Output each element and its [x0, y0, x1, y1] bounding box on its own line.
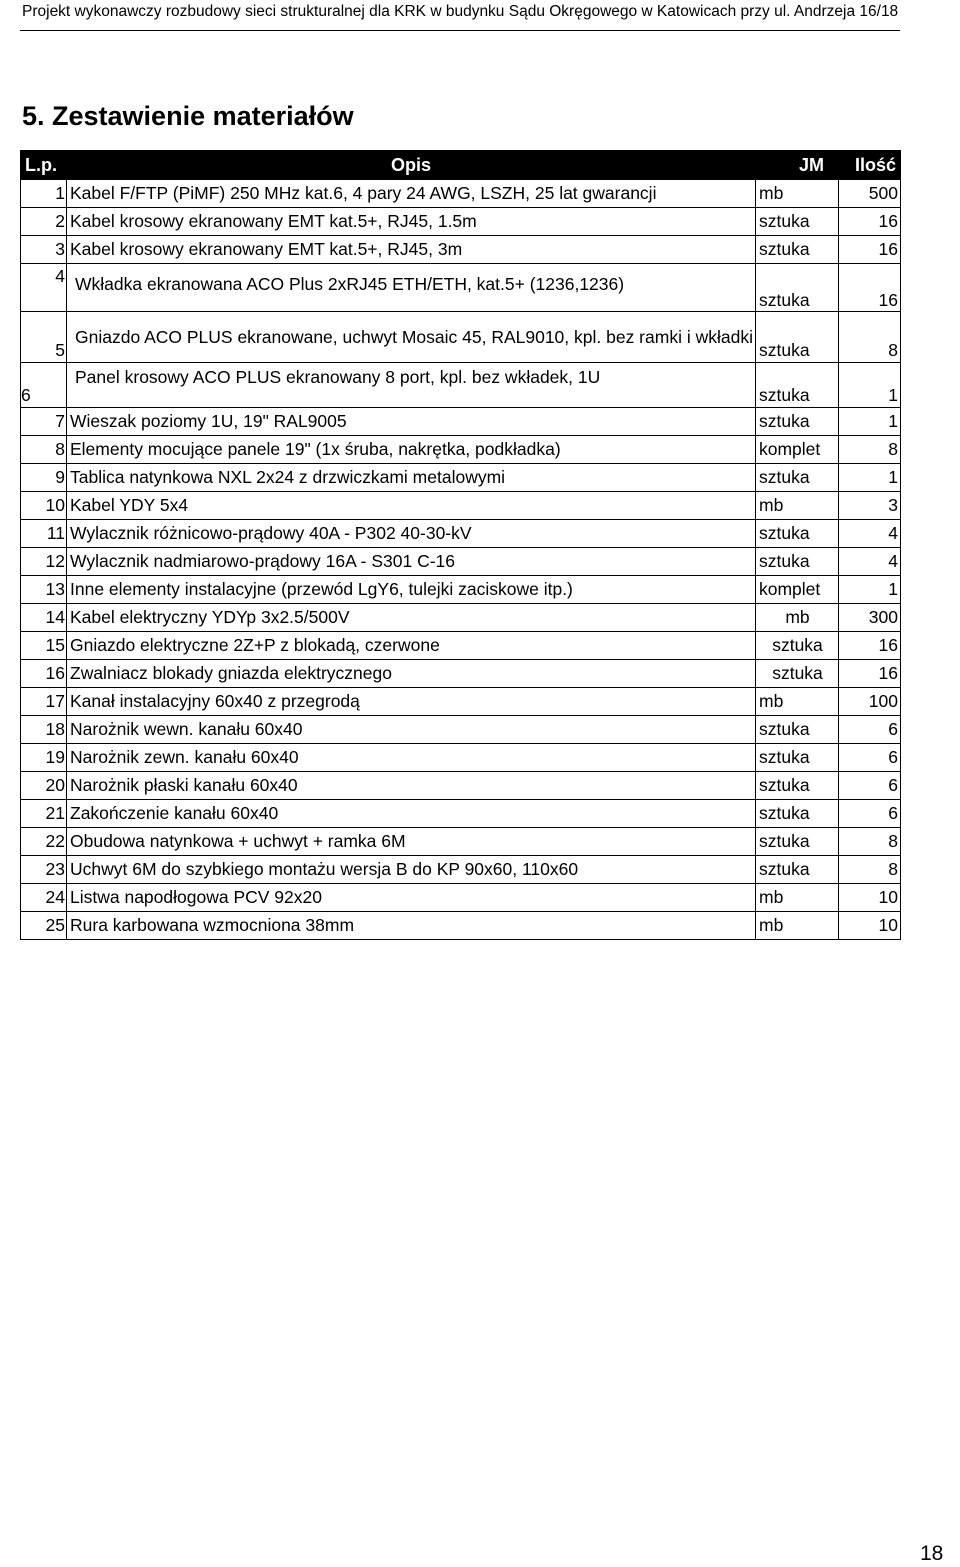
cell-lp: 17 [21, 688, 67, 716]
cell-jm: sztuka [756, 208, 839, 236]
cell-lp: 25 [21, 912, 67, 940]
cell-ilosc: 6 [839, 716, 901, 744]
cell-ilosc: 16 [839, 208, 901, 236]
cell-jm: sztuka [756, 800, 839, 828]
cell-lp: 19 [21, 744, 67, 772]
cell-lp: 24 [21, 884, 67, 912]
cell-lp: 18 [21, 716, 67, 744]
cell-ilosc: 16 [839, 632, 901, 660]
materials-table [20, 150, 901, 940]
cell-lp: 5 [21, 312, 67, 363]
cell-jm: sztuka [756, 520, 839, 548]
cell-ilosc: 4 [839, 548, 901, 576]
cell-lp: 11 [21, 520, 67, 548]
cell-jm: sztuka [756, 408, 839, 436]
cell-lp: 12 [21, 548, 67, 576]
cell-lp: 7 [21, 408, 67, 436]
cell-ilosc: 300 [839, 604, 901, 632]
cell-opis: Wylacznik nadmiarowo-prądowy 16A - S301 C-16 [67, 548, 756, 576]
cell-jm: sztuka [756, 264, 839, 312]
table-row [21, 436, 901, 464]
cell-jm: mb [756, 492, 839, 520]
cell-ilosc: 1 [839, 408, 901, 436]
cell-lp: 16 [21, 660, 67, 688]
cell-ilosc: 8 [839, 436, 901, 464]
cell-ilosc: 16 [839, 660, 901, 688]
cell-lp: 2 [21, 208, 67, 236]
table-row [21, 208, 901, 236]
cell-jm: komplet [756, 576, 839, 604]
table-row [21, 576, 901, 604]
cell-jm: sztuka [756, 716, 839, 744]
table-header [21, 151, 901, 180]
cell-jm: sztuka [756, 312, 839, 363]
cell-jm: mb [756, 688, 839, 716]
cell-ilosc: 8 [839, 856, 901, 884]
cell-lp: 13 [21, 576, 67, 604]
cell-ilosc: 1 [839, 576, 901, 604]
cell-opis: Wkładka ekranowana ACO Plus 2xRJ45 ETH/ETH, kat.5+ (1236,1236) [67, 264, 756, 312]
cell-opis: Narożnik wewn. kanału 60x40 [67, 716, 756, 744]
cell-lp: 20 [21, 772, 67, 800]
cell-jm: sztuka [756, 548, 839, 576]
cell-ilosc: 6 [839, 800, 901, 828]
cell-opis: Zakończenie kanału 60x40 [67, 800, 756, 828]
cell-ilosc: 500 [839, 180, 901, 208]
cell-lp: 3 [21, 236, 67, 264]
cell-jm: sztuka [756, 632, 839, 660]
cell-lp: 15 [21, 632, 67, 660]
table-body [21, 180, 901, 940]
table-row [21, 464, 901, 492]
cell-opis: Kanał instalacyjny 60x40 z przegrodą [67, 688, 756, 716]
table-row [21, 800, 901, 828]
column-header-opis: Opis [67, 151, 756, 180]
cell-opis: Rura karbowana wzmocniona 38mm [67, 912, 756, 940]
cell-lp: 10 [21, 492, 67, 520]
header-divider [20, 30, 900, 31]
table-row [21, 884, 901, 912]
table-row [21, 688, 901, 716]
cell-opis: Uchwyt 6M do szybkiego montażu wersja B do KP 90x60, 110x60 [67, 856, 756, 884]
column-header-jm: JM [756, 151, 839, 180]
cell-opis: Obudowa natynkowa + uchwyt + ramka 6M [67, 828, 756, 856]
cell-opis: Narożnik płaski kanału 60x40 [67, 772, 756, 800]
page-number: 18 [920, 1542, 944, 1565]
table-row [21, 912, 901, 940]
cell-opis: Inne elementy instalacyjne (przewód LgY6, tulejki zaciskowe itp.) [67, 576, 756, 604]
table-row [21, 660, 901, 688]
table-row [21, 828, 901, 856]
cell-ilosc: 1 [839, 363, 901, 408]
cell-lp: 8 [21, 436, 67, 464]
cell-lp: 21 [21, 800, 67, 828]
cell-jm: mb [756, 912, 839, 940]
cell-lp: 9 [21, 464, 67, 492]
document-header: Projekt wykonawczy rozbudowy sieci strukturalnej dla KRK w budynku Sądu Okręgowego w Katowicach przy ul. Andrzeja 16/18 [22, 3, 899, 20]
cell-opis: Gniazdo elektryczne 2Z+P z blokadą, czerwone [67, 632, 756, 660]
cell-ilosc: 8 [839, 828, 901, 856]
cell-jm: sztuka [756, 363, 839, 408]
cell-opis: Wylacznik różnicowo-prądowy 40A - P302 40-30-kV [67, 520, 756, 548]
cell-lp: 4 [21, 264, 67, 312]
cell-opis: Kabel YDY 5x4 [67, 492, 756, 520]
cell-jm: sztuka [756, 856, 839, 884]
cell-opis: Wieszak poziomy 1U, 19" RAL9005 [67, 408, 756, 436]
cell-ilosc: 16 [839, 264, 901, 312]
cell-opis: Kabel krosowy ekranowany EMT kat.5+, RJ45, 3m [67, 236, 756, 264]
cell-ilosc: 6 [839, 772, 901, 800]
table-row [21, 236, 901, 264]
cell-opis: Panel krosowy ACO PLUS ekranowany 8 port, kpl. bez wkładek, 1U [67, 363, 756, 408]
table-row [21, 632, 901, 660]
cell-jm: mb [756, 180, 839, 208]
cell-ilosc: 100 [839, 688, 901, 716]
column-header-ilosc: Ilość [839, 151, 901, 180]
cell-opis: Zwalniacz blokady gniazda elektrycznego [67, 660, 756, 688]
cell-ilosc: 10 [839, 912, 901, 940]
cell-opis: Elementy mocujące panele 19" (1x śruba, nakrętka, podkładka) [67, 436, 756, 464]
cell-jm: sztuka [756, 236, 839, 264]
table-row [21, 772, 901, 800]
cell-lp: 6 [21, 363, 67, 408]
cell-ilosc: 4 [839, 520, 901, 548]
table-header-row [21, 151, 901, 180]
cell-ilosc: 16 [839, 236, 901, 264]
cell-ilosc: 1 [839, 464, 901, 492]
cell-opis: Kabel elektryczny YDYp 3x2.5/500V [67, 604, 756, 632]
table-row [21, 548, 901, 576]
cell-opis: Tablica natynkowa NXL 2x24 z drzwiczkami metalowymi [67, 464, 756, 492]
table-row [21, 744, 901, 772]
cell-lp: 22 [21, 828, 67, 856]
cell-lp: 1 [21, 180, 67, 208]
cell-opis: Narożnik zewn. kanału 60x40 [67, 744, 756, 772]
cell-lp: 23 [21, 856, 67, 884]
table-row [21, 264, 901, 312]
table-row [21, 716, 901, 744]
cell-ilosc: 10 [839, 884, 901, 912]
table-row [21, 492, 901, 520]
cell-jm: sztuka [756, 660, 839, 688]
cell-jm: sztuka [756, 772, 839, 800]
table-row [21, 520, 901, 548]
cell-lp: 14 [21, 604, 67, 632]
cell-ilosc: 8 [839, 312, 901, 363]
cell-jm: komplet [756, 436, 839, 464]
cell-opis: Gniazdo ACO PLUS ekranowane, uchwyt Mosaic 45, RAL9010, kpl. bez ramki i wkładki [67, 312, 756, 363]
cell-jm: sztuka [756, 464, 839, 492]
cell-jm: sztuka [756, 744, 839, 772]
table-row [21, 180, 901, 208]
cell-jm: mb [756, 604, 839, 632]
cell-opis: Listwa napodłogowa PCV 92x20 [67, 884, 756, 912]
section-title: 5. Zestawienie materiałów [22, 101, 354, 131]
cell-opis: Kabel F/FTP (PiMF) 250 MHz kat.6, 4 pary 24 AWG, LSZH, 25 lat gwarancji [67, 180, 756, 208]
cell-jm: sztuka [756, 828, 839, 856]
table-row [21, 604, 901, 632]
table-row [21, 408, 901, 436]
cell-ilosc: 3 [839, 492, 901, 520]
table-row [21, 363, 901, 408]
table-row [21, 312, 901, 363]
materials-table-container [20, 150, 900, 940]
table-row [21, 856, 901, 884]
cell-opis: Kabel krosowy ekranowany EMT kat.5+, RJ45, 1.5m [67, 208, 756, 236]
cell-ilosc: 6 [839, 744, 901, 772]
cell-jm: mb [756, 884, 839, 912]
column-header-lp: L.p. [21, 151, 67, 180]
